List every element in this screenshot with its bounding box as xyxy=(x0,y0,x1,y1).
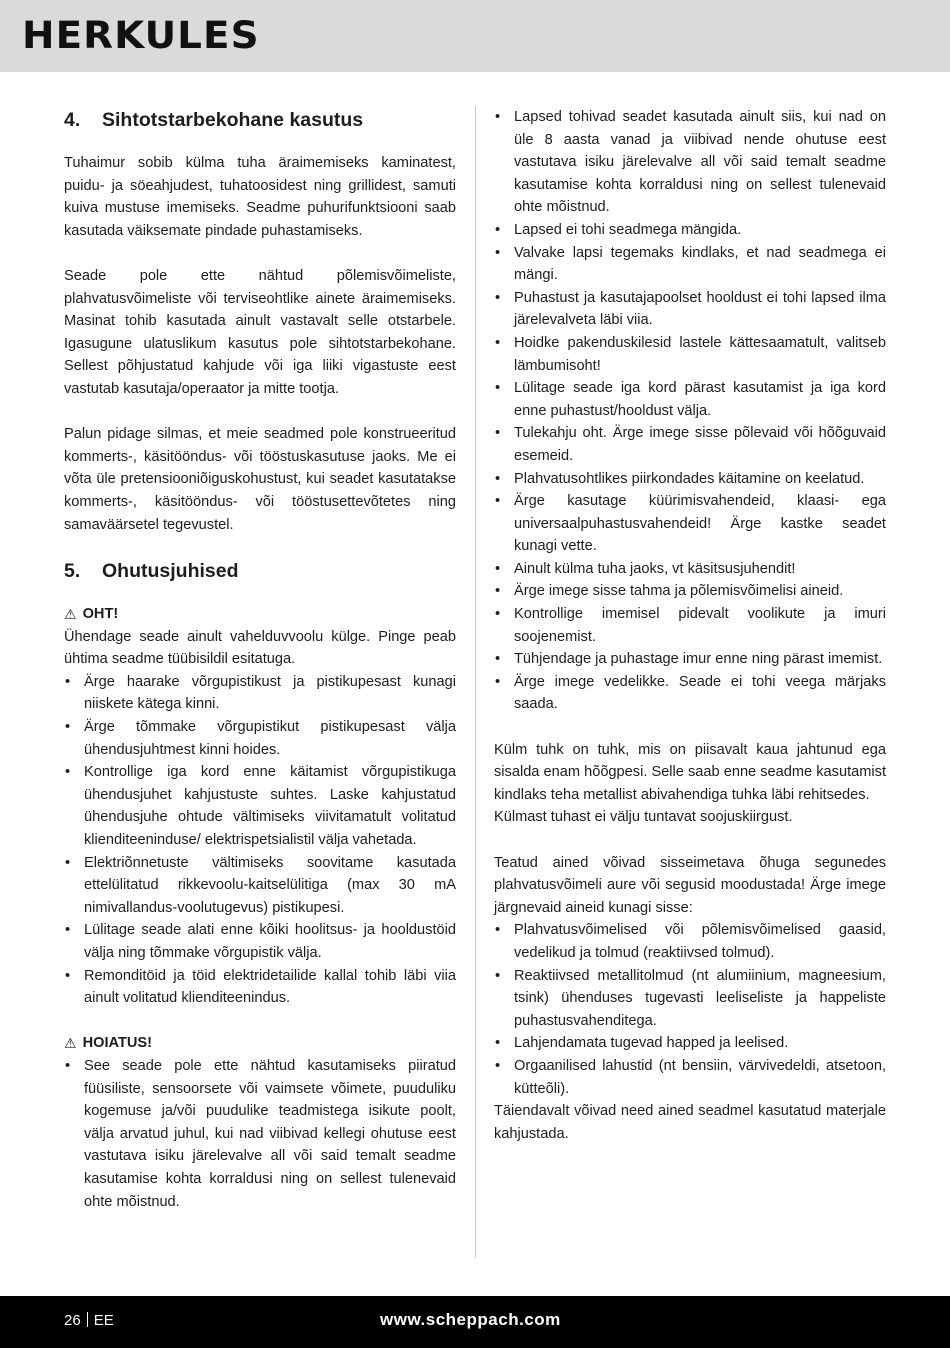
list-item: • Ärge kasutage küürimisvahendeid, klaasi- ega universaalpuhastusvahendeid! Ärge kastke seadet kunagi vette. xyxy=(494,490,886,558)
list-item: • Puhastust ja kasutajapoolset hooldust ei tohi lapsed ilma järelevalveta läbi viia. xyxy=(494,287,886,332)
paragraph: Külmast tuhast ei välju tuntavat soojuskiirgust. xyxy=(494,809,793,826)
brand-logo: HERKULES xyxy=(22,14,260,57)
list-item: • Orgaanilised lahustid (nt bensiin, värvivedeldi, atsetoon, kütteõli). xyxy=(494,1055,886,1100)
list-item: • Tühjendage ja puhastage imur enne ning pärast imemist. xyxy=(494,648,886,671)
header-bar xyxy=(0,0,950,72)
warning-triangle-icon: ⚠ xyxy=(64,606,77,623)
paragraph: Tuhaimur sobib külma tuha äraimemiseks kaminatest, puidu- ja söeahjudest, tuhatoosidest ning grillidest, samuti kuiva mustuse imemiseks. Seadme puhurifunktsiooni saab kasutada väiksemate pindade puhastamiseks. xyxy=(64,155,456,239)
list-item: • Plahvatusohtlikes piirkondades käitamine on keelatud. xyxy=(494,468,886,491)
paragraph: Seade pole ette nähtud põlemisvõimeliste, plahvatusvõimeliste või terviseohtlike ainete äraimemiseks. Masinat tohib kasutada ainult vastavalt selle otstarbele. Igasugune ulatuslikum kasutus pole sihtotstarbekohane. Sellest põhjustatud kahjude või iga liiki vigastuste eest vastutab kasutaja/operaator ja mitte tootja. xyxy=(64,267,456,397)
warning-triangle-icon: ⚠ xyxy=(64,1035,77,1052)
website-link[interactable]: www.scheppach.com xyxy=(380,1310,561,1329)
list-item: • Ärge tõmmake võrgupistikut pistikupesast välja ühendusjuhtmest kinni hoides. xyxy=(64,716,456,761)
list-item: • Ärge imege vedelikke. Seade ei tohi veega märjaks saada. xyxy=(494,671,886,716)
separator xyxy=(87,1312,88,1327)
list-item: • See seade pole ette nähtud kasutamiseks piiratud füüsiliste, sensoorsete või vaimsete võimete, puuduliku kogemuse ja/või puudulike teadmistega isikute poolt, välja arvatud juhul, kui nad viibivad kellegi ohutuse eest vastutava isiku järelevalve all või said temalt seadme kasutamise kohta korraldusi ning on sellest tulenevaid ohte mõistnud. xyxy=(64,1055,456,1213)
list-item: • Elektriõnnetuste vältimiseks soovitame kasutada ettelülitatud rikkevoolu-kaitselülitiga (max 30 mA nimivallandus-voolutugevus) pistikupesi. xyxy=(64,852,456,920)
list-item: • Lapsed tohivad seadet kasutada ainult siis, kui nad on üle 8 aasta vanad ja viibivad nende ohutuse eest vastutava isiku järelevalve all või said temalt seadme kasutamise kohta korraldusi ning on sellest tulenevaid ohte mõistnud. xyxy=(494,106,886,219)
bullet-list xyxy=(64,671,456,1010)
danger-label xyxy=(64,603,456,626)
section-number: 4. xyxy=(64,109,81,131)
list-item: • Reaktiivsed metallitolmud (nt alumiinium, magneesium, tsink) ühenduses tugevasti leeliseliste ja happeliste puhastusvahenditega. xyxy=(494,965,886,1033)
list-item: • Ärge haarake võrgupistikust ja pistikupesast kunagi niiskete kätega kinni. xyxy=(64,671,456,716)
warning-label xyxy=(64,1032,456,1055)
danger-label-text: OHT! xyxy=(82,606,119,623)
warning-label-text: HOIATUS! xyxy=(82,1035,153,1052)
list-item: • Tulekahju oht. Ärge imege sisse põlevaid või hõõguvaid esemeid. xyxy=(494,422,886,467)
page-number: 26 xyxy=(64,1312,81,1329)
bullet-list xyxy=(494,919,886,1100)
list-item: • Lülitage seade iga kord pärast kasutamist ja iga kord enne puhastust/hooldust välja. xyxy=(494,377,886,422)
list-item: • Valvake lapsi tegemaks kindlaks, et nad seadmega ei mängi. xyxy=(494,242,886,287)
list-item: • Lapsed ei tohi seadmega mängida. xyxy=(494,219,886,242)
list-item: • Kontrollige iga kord enne käitamist võrgupistikuga ühendusjuhet kahjustuste suhtes. Laske kahjustatud ühendusjuhe ohtude vältimiseks viivitamatult volitatud klienditeeninduse/ elektrispetsialistil välja vahetada. xyxy=(64,761,456,851)
section-title: Ohutusjuhised xyxy=(102,560,239,583)
list-item: • Plahvatusvõimelised või põlemisvõimelised gaasid, vedelikud ja tolmud (reaktiivsed tolmud). xyxy=(494,919,886,964)
paragraph: Täiendavalt võivad need ained seadmel kasutatud materjale kahjustada. xyxy=(494,1103,886,1142)
bullet-list xyxy=(494,106,886,716)
paragraph: Ühendage seade ainult vahelduvvoolu külge. Pinge peab ühtima seadme tüübisildil esitatuga. xyxy=(64,628,456,668)
paragraph: Palun pidage silmas, et meie seadmed pole konstrueeritud kommerts-, käsitööndus- või tööstuskasutuse jaoks. Me ei võta üle pretensiooniõiguskohustust, kui seadet kasutatakse kommerts-, käsitööndus- või tööstusettevõtetes ning samaväärsetel tegevustel. xyxy=(64,426,456,533)
bullet-list xyxy=(64,1055,456,1213)
right-column xyxy=(494,106,886,1145)
language-code: EE xyxy=(93,1312,114,1329)
list-item: • Ärge imege sisse tahma ja põlemisvõimelisi aineid. xyxy=(494,580,886,603)
column-divider xyxy=(475,106,476,1258)
section-number: 5. xyxy=(64,560,81,583)
list-item: • Lülitage seade alati enne kõiki hoolitsus- ja hooldustöid välja ning tõmmake võrgupistik välja. xyxy=(64,919,456,964)
section-title: Sihtotstarbekohane kasutus xyxy=(102,109,364,131)
paragraph: Külm tuhk on tuhk, mis on piisavalt kaua jahtunud ega sisalda enam hõõgpesi. Selle saab enne seadme kasutamist kindlaks teha metallist abivahendiga tuhka läbi rehitsedes. xyxy=(494,741,886,803)
list-item: • Kontrollige imemisel pidevalt voolikute ja imuri soojenemist. xyxy=(494,603,886,648)
section-4-heading xyxy=(64,106,456,134)
section-5-heading xyxy=(64,557,456,585)
left-column xyxy=(64,106,456,1213)
list-item: • Lahjendamata tugevad happed ja leelised. xyxy=(494,1032,886,1055)
list-item: • Remonditöid ja töid elektridetailide kallal tohib läbi viia ainult volitatud klienditeenindus. xyxy=(64,965,456,1010)
paragraph: Teatud ained võivad sisseimetava õhuga segunedes plahvatusvõimeli aure või segusid moodustada! Ärge imege järgnevaid aineid kunagi sisse: xyxy=(494,854,886,916)
footer-bar xyxy=(0,1296,950,1348)
list-item: • Hoidke pakenduskilesid lastele kättesaamatult, valitseb lämbumisoht! xyxy=(494,332,886,377)
page-indicator xyxy=(64,1310,114,1332)
list-item: • Ainult külma tuha jaoks, vt käsitsusjuhendit! xyxy=(494,558,886,581)
